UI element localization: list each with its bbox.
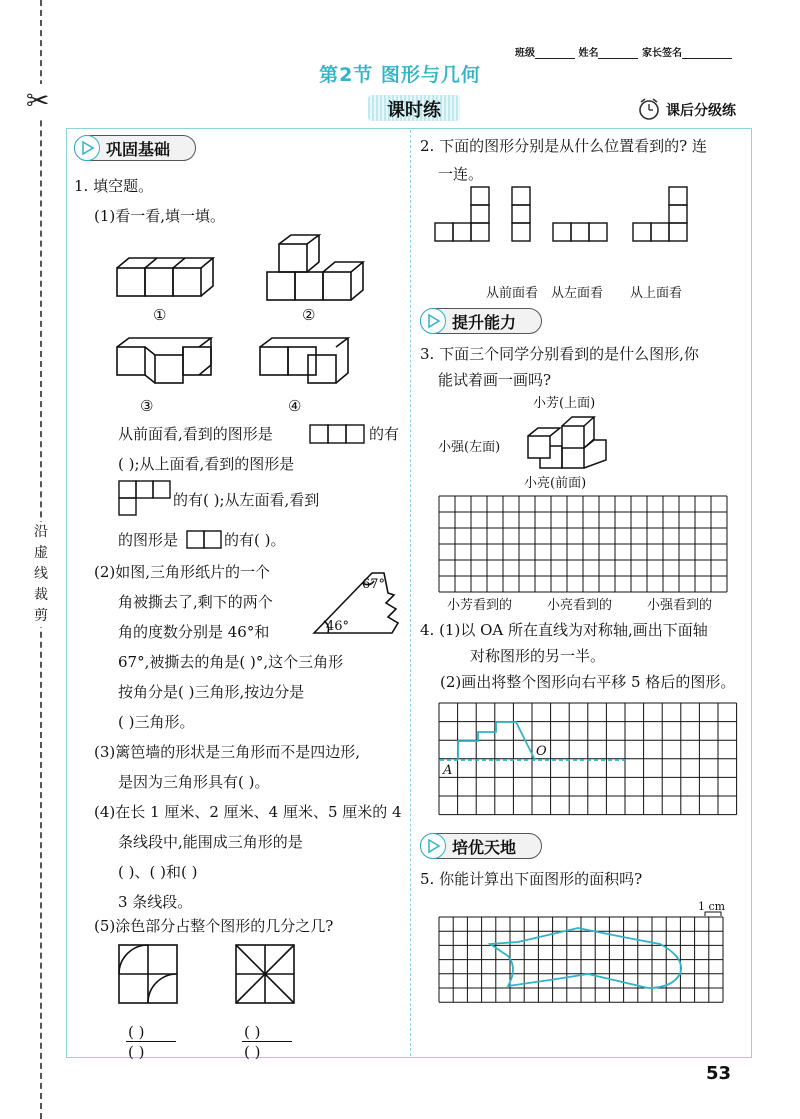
q1-p1-text-d: 的有( );从左面看,看到	[173, 491, 320, 509]
column-divider	[410, 130, 411, 1056]
q4-drawing-grid[interactable]	[438, 702, 742, 814]
class-blank[interactable]	[535, 58, 575, 59]
view-label-left: 从左面看	[551, 286, 604, 301]
class-label: 班级	[515, 48, 535, 59]
q5-area-grid[interactable]	[438, 916, 728, 1016]
angle-67: 67°	[362, 577, 386, 592]
fig-label-3: ③	[140, 397, 154, 415]
q4-line1: 4. (1)以 OA 所在直线为对称轴,画出下面轴	[420, 621, 708, 639]
topic-title: 课时练	[387, 100, 441, 121]
parent-sign-blank[interactable]	[682, 58, 732, 59]
page-number: 53	[706, 1063, 732, 1084]
cut-instruction: 沿虚线裁剪	[30, 522, 52, 627]
q1-title: 1. 填空题。	[74, 177, 154, 195]
level-tag: 课后分级练	[666, 103, 736, 119]
section-label: 提升能力	[452, 313, 517, 332]
section-title: 第2节 图形与几何	[319, 64, 481, 86]
q3-line2: 能试着画一画吗?	[438, 371, 552, 389]
cube-figure-1	[115, 250, 215, 300]
cube-figure-4	[258, 335, 358, 390]
play-icon	[428, 315, 440, 327]
q4-line3: (2)画出将整个图形向右平移 5 格后的图形。	[440, 673, 736, 691]
fraction-numerator-1[interactable]: ( )	[128, 1023, 145, 1041]
q1-p2-line3: 角的度数分别是 46°和	[118, 623, 270, 641]
q2-line1: 2. 下面的图形分别是从什么位置看到的? 连	[420, 137, 707, 155]
name-label: 姓名	[578, 48, 599, 59]
two-squares-row	[186, 530, 226, 550]
fig-label-1: ①	[153, 306, 167, 324]
q3-grid-label-3: 小强看到的	[647, 598, 713, 613]
q3-cube-figure	[524, 412, 610, 472]
scissors-icon: ✂	[26, 84, 50, 117]
half-figure	[458, 722, 535, 760]
q3-drawing-grid[interactable]	[438, 495, 728, 595]
q3-grid-label-2: 小亮看到的	[547, 598, 613, 613]
q1-p2-line4: 67°,被撕去的角是( )°,这个三角形	[118, 653, 344, 671]
section-badge-excellent	[420, 833, 542, 859]
q1-p4-line3: ( )、( )和( )	[118, 863, 198, 881]
student-info	[515, 44, 732, 59]
alarm-clock-icon	[636, 96, 662, 122]
play-icon	[82, 142, 94, 154]
angle-46: 46°	[326, 619, 350, 634]
q3-front-label: 小亮(前面)	[524, 476, 587, 491]
fig-label-4: ④	[288, 397, 302, 415]
view-label-top: 从上面看	[630, 286, 683, 301]
q5-line1: 5. 你能计算出下面图形的面积吗?	[420, 870, 643, 888]
q2-view-d	[632, 186, 694, 244]
section-label: 培优天地	[452, 838, 517, 857]
q1-p4-line1: (4)在长 1 厘米、2 厘米、4 厘米、5 厘米的 4	[94, 803, 402, 821]
q1-p3-line2: 是因为三角形具有( )。	[118, 773, 270, 791]
q2-view-a	[434, 186, 496, 244]
q2-line2: 一连。	[438, 165, 484, 183]
q2-view-b	[511, 186, 533, 244]
q1-p1-text-a: 从前面看,看到的图形是	[118, 425, 273, 443]
point-o-label: O	[536, 744, 547, 759]
fraction-numerator-2[interactable]: ( )	[244, 1023, 261, 1041]
q1-p1-text-b: 的有	[369, 425, 400, 443]
q1-p2-line5: 按角分是( )三角形,按边分是	[118, 683, 305, 701]
q1-p1-text-f: 的有( )。	[224, 531, 286, 549]
q1-p1-title: (1)看一看,填一填。	[94, 207, 226, 225]
section-badge-basic	[74, 135, 196, 161]
fraction-denominator-2[interactable]: ( )	[244, 1043, 261, 1061]
view-label-front: 从前面看	[486, 286, 539, 301]
q1-p2-line2: 角被撕去了,剩下的两个	[118, 593, 273, 611]
fraction-figure-quarter-circle	[118, 944, 180, 1006]
q4-line2: 对称图形的另一半。	[470, 647, 606, 665]
scale-label: 1 cm	[698, 900, 726, 913]
fig-label-2: ②	[302, 306, 316, 324]
name-blank[interactable]	[598, 58, 638, 59]
q3-left-label: 小强(左面)	[438, 440, 501, 455]
q1-p5-line1: (5)涂色部分占整个图形的几分之几?	[94, 917, 334, 935]
q2-view-c	[552, 222, 610, 244]
q1-p2-line6: ( )三角形。	[118, 713, 195, 731]
q1-p2-line1: (2)如图,三角形纸片的一个	[94, 563, 271, 581]
cube-figure-2	[263, 232, 363, 304]
l-shape-squares	[118, 480, 174, 518]
q3-top-label: 小芳(上面)	[533, 396, 596, 411]
section-badge-improve	[420, 308, 542, 334]
q1-p1-text-e: 的图形是	[118, 531, 179, 549]
q1-p3-line1: (3)篱笆墙的形状是三角形而不是四边形,	[94, 743, 361, 761]
cube-figure-3	[115, 335, 215, 390]
three-squares-row	[309, 424, 367, 444]
q1-p4-line4: 3 条线段。	[118, 893, 193, 911]
fraction-figure-star	[235, 944, 297, 1006]
q3-line1: 3. 下面三个同学分别看到的是什么图形,你	[420, 345, 699, 363]
q1-p4-line2: 条线段中,能围成三角形的是	[118, 833, 303, 851]
section-label: 巩固基础	[106, 140, 171, 159]
parent-sign-label: 家长签名	[641, 48, 682, 59]
q1-p1-text-c: ( );从上面看,看到的图形是	[118, 455, 295, 473]
play-icon	[428, 840, 440, 852]
fraction-denominator-1[interactable]: ( )	[128, 1043, 145, 1061]
topic-banner	[368, 95, 460, 121]
point-a-label: A	[443, 763, 453, 778]
q3-grid-label-1: 小芳看到的	[447, 598, 513, 613]
